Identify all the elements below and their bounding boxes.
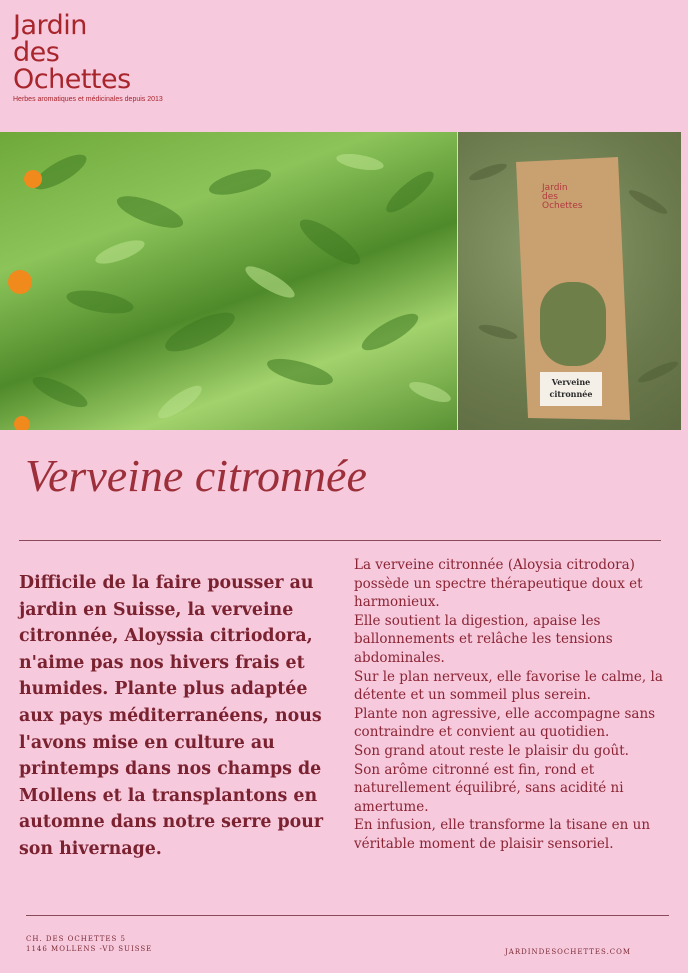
logo-line-3: Ochettes xyxy=(13,64,131,95)
page-title: Verveine citronnée xyxy=(25,450,367,501)
svg-text:citronnée: citronnée xyxy=(549,389,593,399)
description-paragraph: Sur le plan nerveux, elle favorise le calme, la détente et un sommeil plus serein. xyxy=(354,668,663,704)
verveine-package-photo xyxy=(458,132,681,430)
brand-logo xyxy=(13,12,183,103)
address-line-1: CH. DES OCHETTES 5 xyxy=(26,935,127,943)
svg-text:Ochettes: Ochettes xyxy=(542,201,583,211)
logo-line-2: des xyxy=(13,37,60,68)
description-paragraph: Son arôme citronné est fin, rond et naturellement équilibré, sans acidité ni amertume. xyxy=(354,761,624,815)
intro-text: Difficile de la faire pousser au jardin en Suisse, la verveine citronnée, Aloyssia citriodora, n'aime pas nos hivers frais et humides. Plante plus adaptée aux pays méditerranéens, nous l'avons mise en culture au printemps dans nos champs de Mollens et la transplantons en automne dans notre serre pour son hivernage. xyxy=(19,573,324,859)
footer-address xyxy=(26,934,152,954)
svg-text:Verveine: Verveine xyxy=(551,377,591,387)
logo-tagline: Herbes aromatiques et médicinales depuis 2013 xyxy=(13,96,163,103)
bottom-divider xyxy=(26,915,669,916)
description-column xyxy=(354,556,674,854)
footer-website-link[interactable]: JARDINDESOCHETTES.COM xyxy=(505,948,632,956)
description-paragraph: Elle soutient la digestion, apaise les ballonnements et relâche les tensions abdominales. xyxy=(354,612,613,666)
logo-line-1: Jardin xyxy=(13,10,87,41)
address-line-2: 1146 MOLLENS -VD SUISSE xyxy=(26,945,153,953)
svg-text:des: des xyxy=(542,192,558,202)
description-paragraph: Son grand atout reste le plaisir du goût. xyxy=(354,742,629,759)
svg-text:Jardin: Jardin xyxy=(542,183,568,193)
description-paragraph: En infusion, elle transforme la tisane en un véritable moment de plaisir sensoriel. xyxy=(354,817,651,852)
description-paragraph: La verveine citronnée (Aloysia citrodora) possède un spectre thérapeutique doux et harmonieux. xyxy=(354,557,643,611)
top-divider xyxy=(19,540,661,541)
verveine-plant-photo xyxy=(0,132,457,430)
description-paragraph: Plante non agressive, elle accompagne sans contraindre et convient au quotidien. xyxy=(354,705,656,741)
